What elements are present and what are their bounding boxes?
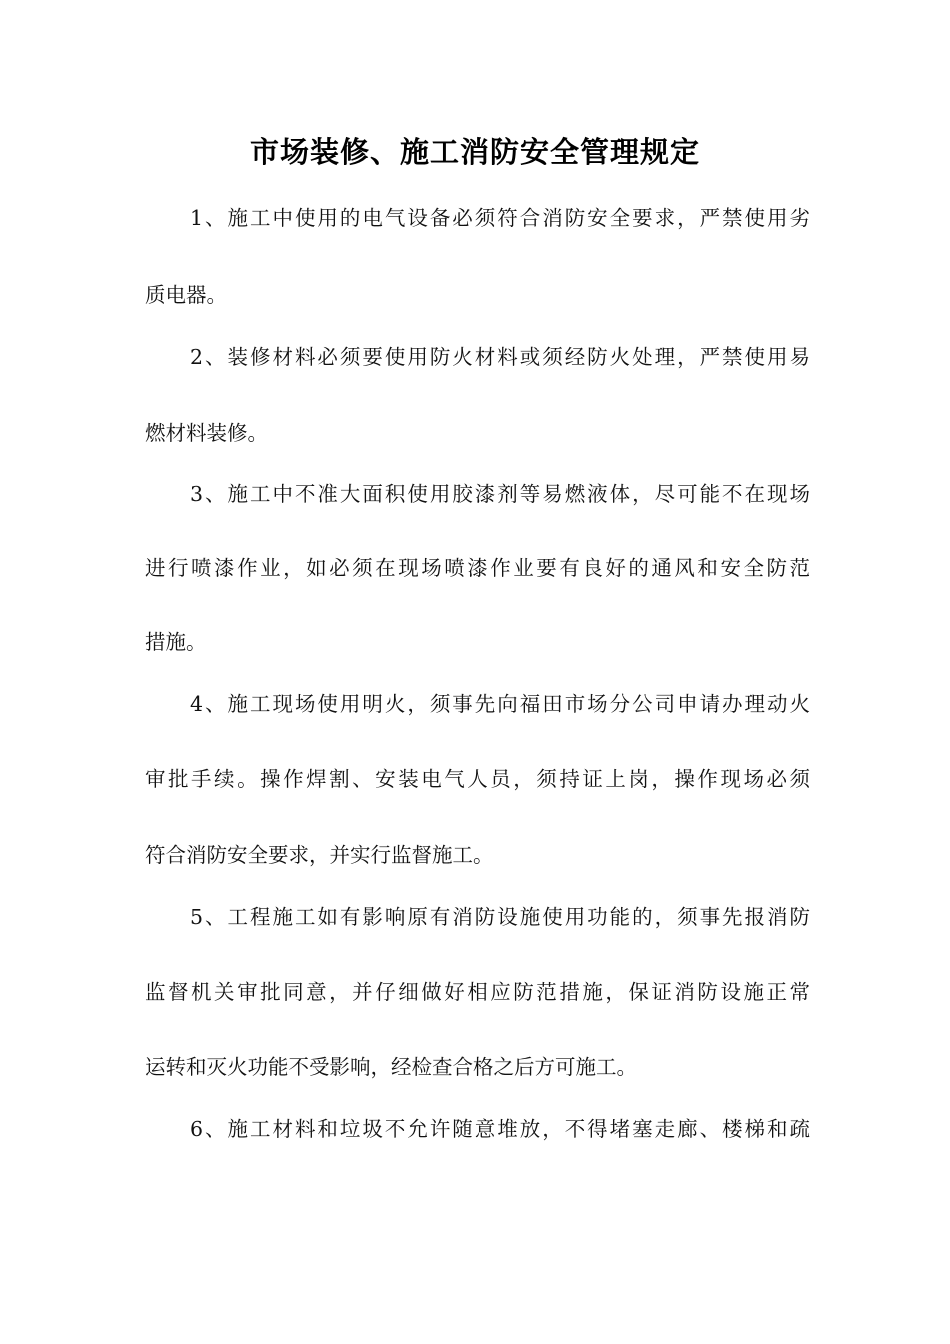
paragraph-3-line-3: 措施。: [145, 630, 207, 654]
paragraph-2-line-2: 燃材料装修。: [145, 421, 268, 445]
paragraph-4-line-3: 符合消防安全要求，并实行监督施工。: [145, 843, 494, 867]
paragraph-5-line-2: 监督机关审批同意，并仔细做好相应防范措施，保证消防设施正常: [145, 980, 810, 1004]
paragraph-1-line-2: 质电器。: [145, 283, 227, 307]
paragraph-4-line-1: 4、施工现场使用明火，须事先向福田市场分公司申请办理动火: [190, 692, 810, 716]
paragraph-4-line-2: 审批手续。操作焊割、安装电气人员，须持证上岗，操作现场必须: [145, 767, 810, 791]
paragraph-5-line-1: 5、工程施工如有影响原有消防设施使用功能的，须事先报消防: [190, 905, 810, 929]
paragraph-5-line-3: 运转和灭火功能不受影响，经检查合格之后方可施工。: [145, 1055, 637, 1079]
paragraph-3-line-2: 进行喷漆作业，如必须在现场喷漆作业要有良好的通风和安全防范: [145, 556, 810, 580]
paragraph-1-line-1: 1、施工中使用的电气设备必须符合消防安全要求，严禁使用劣: [190, 206, 810, 230]
paragraph-3-line-1: 3、施工中不准大面积使用胶漆剂等易燃液体，尽可能不在现场: [190, 482, 810, 506]
document-title: 市场装修、施工消防安全管理规定: [249, 135, 700, 169]
paragraph-2-line-1: 2、装修材料必须要使用防火材料或须经防火处理，严禁使用易: [190, 345, 810, 369]
paragraph-6-line-1: 6、施工材料和垃圾不允许随意堆放，不得堵塞走廊、楼梯和疏: [190, 1117, 810, 1141]
